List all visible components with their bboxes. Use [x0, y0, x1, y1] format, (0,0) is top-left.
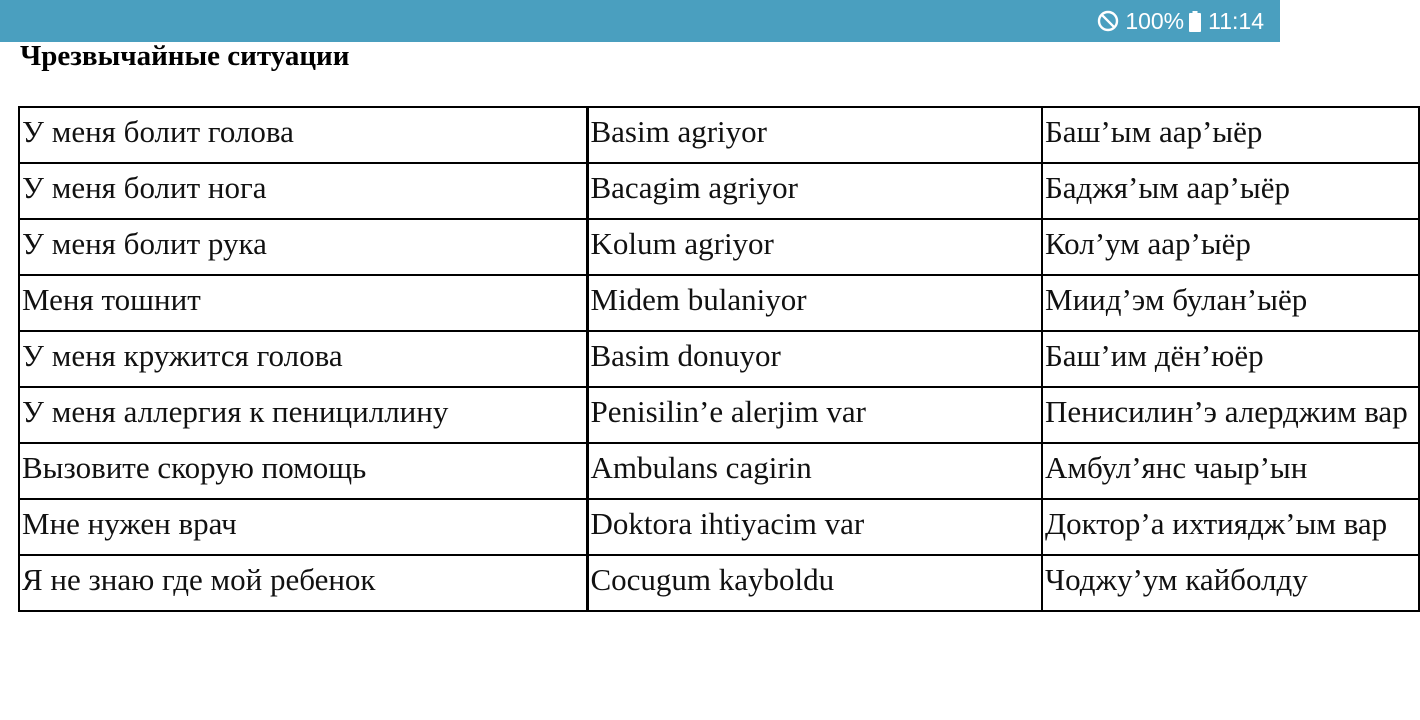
russian-phrase-cell: У меня аллергия к пенициллину [19, 387, 587, 443]
russian-phrase-cell: Меня тошнит [19, 275, 587, 331]
transcription-cell: Доктор’а ихтиядж’ым вар [1042, 499, 1419, 555]
russian-phrase-cell: У меня болит нога [19, 163, 587, 219]
phrase-table [18, 106, 1420, 612]
table-row [19, 499, 1419, 555]
turkish-phrase-cell: Ambulans cagirin [587, 443, 1042, 499]
turkish-phrase-cell: Basim donuyor [587, 331, 1042, 387]
transcription-cell: Чоджу’ум кайболду [1042, 555, 1419, 611]
turkish-phrase-cell: Cocugum kayboldu [587, 555, 1042, 611]
table-row [19, 107, 1419, 163]
transcription-cell: Амбул’янс чаыр’ын [1042, 443, 1419, 499]
transcription-cell: Баш’ым аар’ыёр [1042, 107, 1419, 163]
document-viewport[interactable] [0, 106, 1408, 610]
russian-phrase-cell: Вызовите скорую помощь [19, 443, 587, 499]
table-row [19, 443, 1419, 499]
transcription-cell: Баджя’ым аар’ыёр [1042, 163, 1419, 219]
table-row [19, 275, 1419, 331]
table-row [19, 387, 1419, 443]
do-not-disturb-icon [1096, 9, 1120, 33]
battery-percent: 100% [1125, 7, 1185, 34]
turkish-phrase-cell: Midem bulaniyor [587, 275, 1042, 331]
russian-phrase-cell: У меня болит голова [19, 107, 587, 163]
table-row [19, 163, 1419, 219]
transcription-cell: Кол’ум аар’ыёр [1042, 219, 1419, 275]
clock-time: 11:14 [1208, 7, 1264, 34]
transcription-cell: Баш’им дён’юёр [1042, 331, 1419, 387]
turkish-phrase-cell: Bacagim agriyor [587, 163, 1042, 219]
turkish-phrase-cell: Basim agriyor [587, 107, 1042, 163]
document-title: Чрезвычайные ситуации [20, 40, 350, 72]
turkish-phrase-cell: Kolum agriyor [587, 219, 1042, 275]
turkish-phrase-cell: Penisilin’e alerjim var [587, 387, 1042, 443]
turkish-phrase-cell: Doktora ihtiyacim var [587, 499, 1042, 555]
transcription-cell: Миид’эм булан’ыёр [1042, 275, 1419, 331]
transcription-cell: Пенисилин’э алерджим вар [1042, 387, 1419, 443]
russian-phrase-cell: У меня болит рука [19, 219, 587, 275]
battery-icon [1189, 11, 1201, 32]
table-row [19, 219, 1419, 275]
russian-phrase-cell: У меня кружится голова [19, 331, 587, 387]
table-row [19, 555, 1419, 611]
russian-phrase-cell: Я не знаю где мой ребенок [19, 555, 587, 611]
status-right [1096, 0, 1264, 42]
table-row [19, 331, 1419, 387]
status-bar [0, 0, 1280, 42]
russian-phrase-cell: Мне нужен врач [19, 499, 587, 555]
